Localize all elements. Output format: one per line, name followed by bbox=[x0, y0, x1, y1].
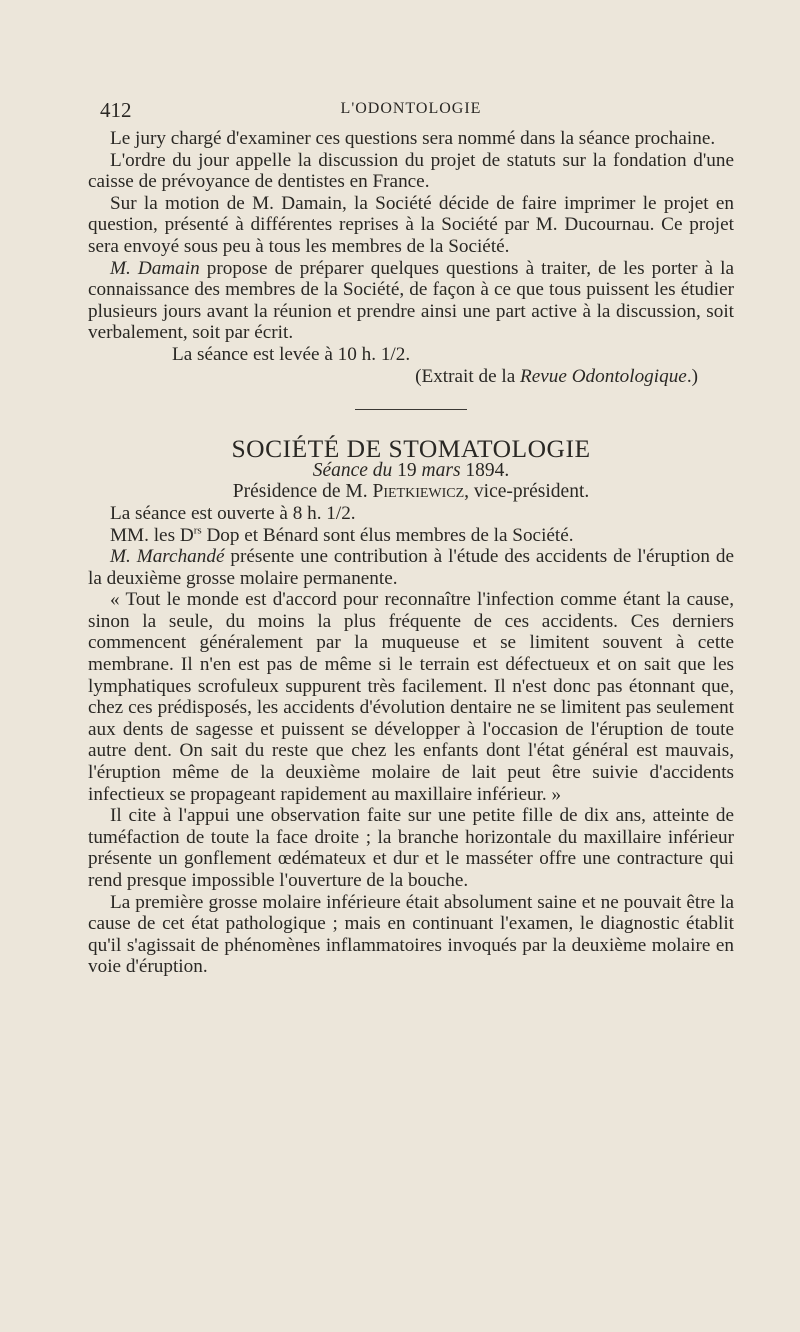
members-sup: rs bbox=[193, 524, 202, 537]
paragraph-agenda: L'ordre du jour appelle la discussion du projet de statuts sur la fondation d'une caisse de prévoyance de dentistes en France. bbox=[88, 149, 734, 193]
paragraph-damain-text: propose de préparer quelques questions à traiter, de les porter à la connaissance des membres de la Société, de façon à ce que tous puissent les étudier plusieurs jours avant la réunion et prendre ainsi une part active à la discussion, soit verbalement, soit par écrit. bbox=[88, 257, 734, 344]
paragraph-marchande-text: présente une contribution à l'étude des accidents de l'éruption de la deuxième grosse molaire permanente. bbox=[88, 546, 735, 589]
paragraph-opening: La séance est ouverte à 8 h. 1/2. bbox=[110, 502, 356, 524]
paragraph-jury: Le jury chargé d'examiner ces questions sera nommé dans la séance prochaine. bbox=[110, 128, 716, 149]
paragraph-observation: Il cite à l'appui une observation faite sur une petite fille de dix ans, atteinte de tuméfaction de toute la face droite ; la branche horizontale du maxillaire inférieur présente un gonflement œdémateux et dur et le masséter offre une contracture qui rend presque impossible l'ouverture de la bouche. bbox=[88, 805, 734, 891]
citation-post: .) bbox=[686, 365, 698, 387]
section-title: SOCIÉTÉ DE STOMATOLOGIE bbox=[231, 434, 591, 464]
paragraph-diagnosis: La première grosse molaire inférieure était absolument saine et ne pouvait être la cause de cet état pathologique ; mais en continuant l'examen, le diagnostic établit qu'il s'agissait de phénomènes inflammatoires invoqués par la deuxième molaire en voie d'éruption. bbox=[88, 891, 734, 978]
president-name: Pietkiewicz bbox=[372, 481, 465, 503]
members-post: Dop et Bénard sont élus membres de la Société. bbox=[201, 524, 574, 546]
paragraph-motion: Sur la motion de M. Damain, la Société décide de faire imprimer le projet en question, présenté à différentes reprises à la Société par M. Ducournau. Ce projet sera envoyé sous peu à tous les membres de la Société. bbox=[88, 192, 734, 257]
presidency-post: , vice-président. bbox=[464, 481, 590, 503]
citation-pre: (Extrait de la bbox=[415, 365, 521, 387]
members-pre: MM. les D bbox=[110, 524, 194, 546]
speaker-name-marchande: M. Marchandé bbox=[110, 546, 225, 568]
session-label: Séance du bbox=[312, 459, 393, 481]
speaker-name: M. Damain bbox=[110, 257, 200, 279]
session-month: mars bbox=[421, 459, 461, 481]
session-year: 1894. bbox=[465, 459, 510, 481]
presidency-line bbox=[88, 481, 734, 503]
paragraph-marchande bbox=[88, 546, 734, 589]
journal-title: L'ODONTOLOGIE bbox=[340, 100, 482, 117]
citation-source: Revue Odontologique bbox=[520, 365, 687, 387]
presidency-pre: Présidence de M. bbox=[232, 481, 373, 503]
source-citation bbox=[88, 366, 734, 388]
paragraph-members bbox=[88, 525, 734, 547]
paragraph-damain bbox=[88, 258, 734, 344]
running-head bbox=[86, 98, 736, 128]
page-number: 412 bbox=[100, 98, 132, 122]
session-closing: La séance est levée à 10 h. 1/2. bbox=[172, 343, 411, 365]
body-text bbox=[88, 128, 734, 978]
session-day: 19 bbox=[397, 459, 417, 481]
paragraph-quote: « Tout le monde est d'accord pour reconnaître l'infection comme étant la cause, sinon la seule, du moins la plus fréquente de ces accidents. Ces derniers commencent généralement par la muqueuse et se limitent souvent à cette membrane. Il n'en est pas de même si le terrain est défectueux et on sait que les lymphatiques scrofuleux suppurent très facilement. Il n'est donc pas étonnant que, chez ces prédisposés, les accidents d'évolution dentaire ne se limitent pas seulement aux dents de sagesse et puissent se développer à l'occasion de l'éruption de toute autre dent. On sait du reste que chez les enfants dont l'état général est mauvais, l'éruption même de la deuxième molaire de lait peut être suivie d'accidents infectieux se propageant rapidement au maxillaire inférieur. » bbox=[88, 589, 734, 805]
section-divider bbox=[355, 409, 467, 410]
session-date bbox=[88, 460, 734, 482]
